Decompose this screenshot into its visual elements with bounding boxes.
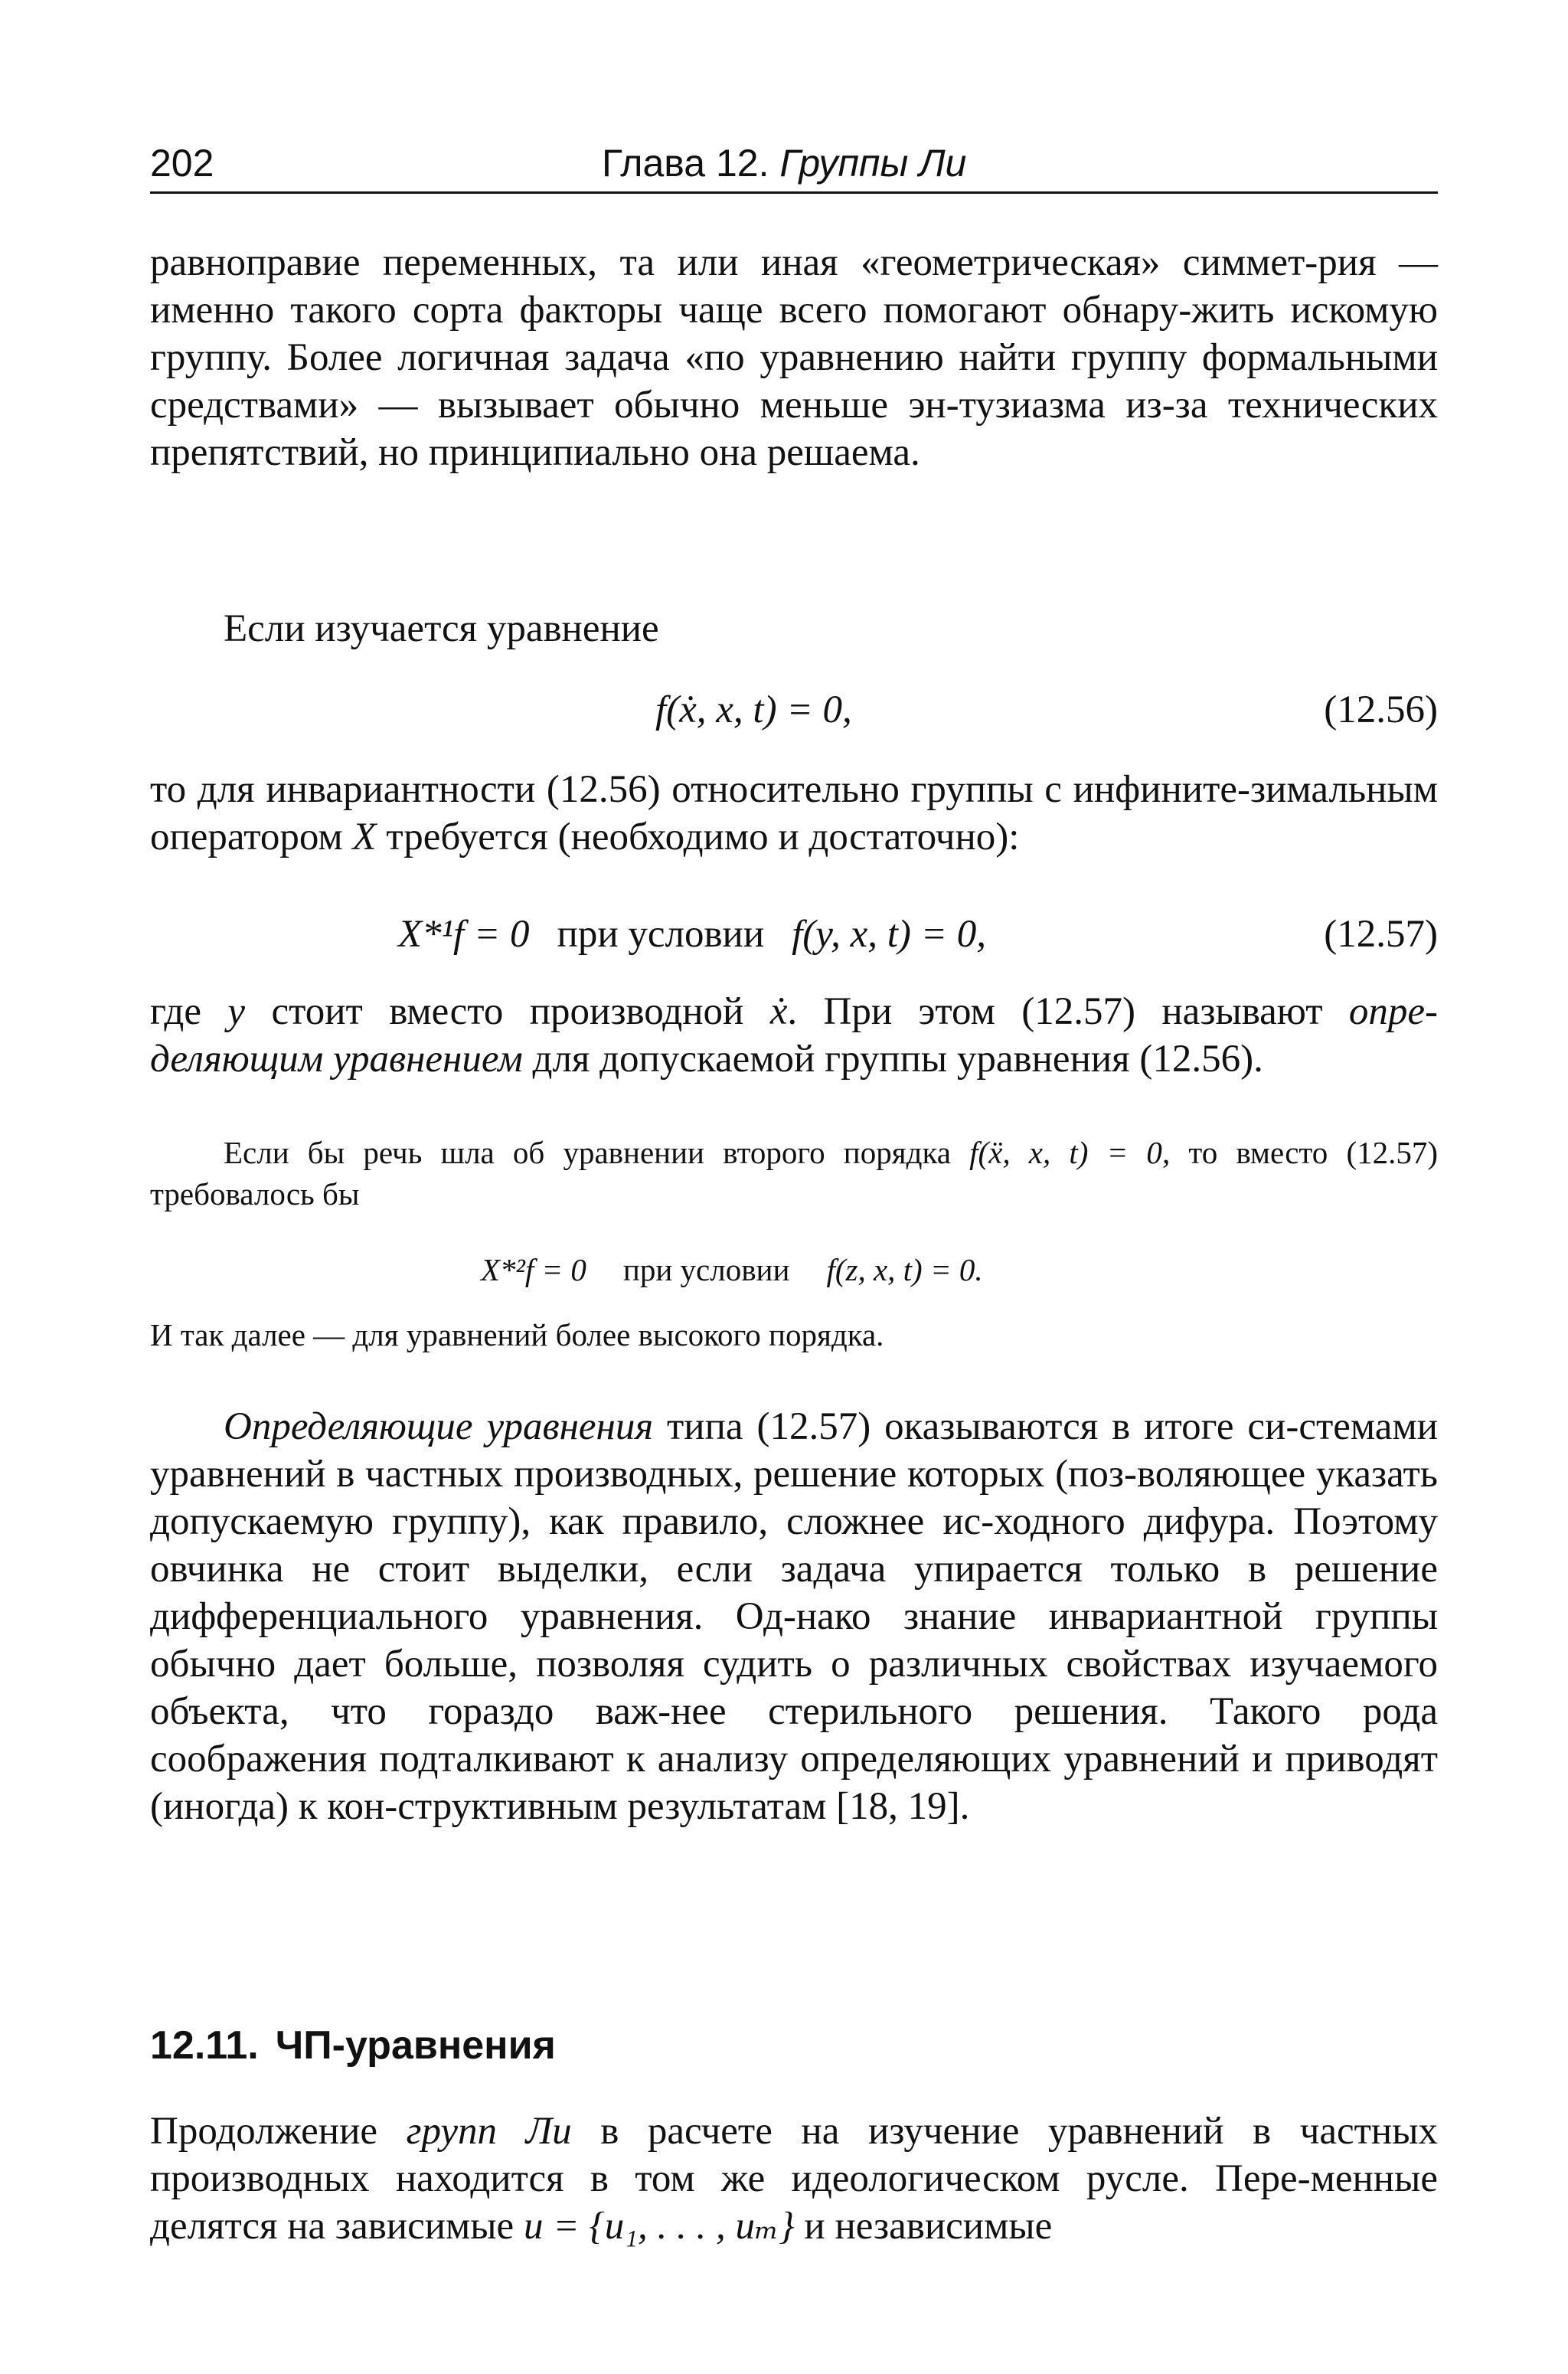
equation-formula (481, 1247, 983, 1293)
formula-u: u = {u₁, . . . , uₘ} (523, 2205, 795, 2248)
paragraph-6-end: и независимые (804, 2205, 1053, 2248)
term-lie-groups: групп Ли (406, 2110, 572, 2153)
paragraph-4 (150, 988, 1438, 1083)
paragraph-3-tail: требуется (необходимо и достаточно): (386, 816, 1020, 858)
paragraph-4-mid2: . При этом (12.57) называют (787, 990, 1323, 1033)
note-start: Если бы речь шла об уравнении второго порядка (224, 1135, 951, 1170)
equation-tag: (12.56) (1324, 688, 1438, 731)
variable-x-dot: ẋ (769, 990, 788, 1033)
paragraph-5-text: типа (12.57) оказываются в итоге си-стемами уравнений в частных производных, решение которых (поз-воляющее указать допускаемую группу), как правило, сложнее ис-ходного дифура. Поэтому овчинка не стоит выделки, если задача упирается только в решение дифференциального уравнения. Од-нако знание инвариантной группы обычно дает больше, позволяя судить о различных свойствах изучаемого объекта, что гораздо важ-нее стерильного решения. Такого рода соображения подталкивают к анализу определяющих уравнений и приводят (иногда) к кон-структивным результатам [18, 19]. (150, 1405, 1439, 1828)
equation-second-order (150, 1247, 1438, 1293)
variable-y: y (227, 990, 246, 1033)
equation-12-56 (150, 683, 1438, 737)
note-tail: И так далее — для уравнений более высокого порядка. (150, 1317, 884, 1352)
operator-x: X (352, 816, 377, 858)
equation-condition: при условии (622, 1252, 790, 1287)
equation-formula (398, 907, 986, 961)
paragraph-6 (150, 2107, 1438, 2250)
chapter-heading (602, 136, 966, 190)
note-formula: f(ẍ, x, t) = 0 (969, 1135, 1162, 1170)
paragraph-6-start: Продолжение (150, 2110, 378, 2153)
equation-left: X*²f = 0 (481, 1252, 586, 1287)
paragraph-3 (150, 766, 1438, 861)
paragraph-6-text: в расчете на изучение уравнений в частных производных находится в том же идеологическом русле. Пере-менные делятся на зависимые (150, 2110, 1438, 2248)
chapter-label: Глава 12. (602, 142, 769, 185)
equation-right: f(y, x, t) = 0, (792, 913, 987, 956)
equation-left: X*¹f = 0 (398, 913, 530, 956)
equation-right: f(z, x, t) = 0. (826, 1252, 983, 1287)
note-end: , то вместо (12.57) требовалось бы (150, 1135, 1439, 1212)
section-title: ЧП-уравнения (275, 2023, 556, 2068)
paragraph-4-end: для допускаемой группы уравнения (12.56). (532, 1038, 1263, 1081)
book-page (150, 0, 1438, 2374)
paragraph-2: Если изучается уравнение (224, 607, 659, 650)
page-number: 202 (150, 142, 214, 185)
paragraph-4-mid: стоит вместо производной (271, 990, 744, 1033)
note-paragraph (150, 1132, 1438, 1215)
term-defining-equation: опре-деляющим уравнением (150, 990, 1439, 1081)
equation-formula: f(ẋ, x, t) = 0, (655, 688, 852, 731)
header-rule (150, 191, 1438, 194)
paragraph-5 (150, 1403, 1438, 1830)
chapter-name: Группы Ли (779, 142, 967, 185)
section-number: 12.11. (150, 2023, 259, 2068)
equation-condition: при условии (557, 913, 765, 956)
paragraph-4-start: где (150, 990, 201, 1033)
equation-tag: (12.57) (1324, 913, 1438, 956)
paragraph-3-text: то для инвариантности (12.56) относительно группы с инфините-зимальным оператором (150, 768, 1438, 858)
running-header (150, 136, 1438, 190)
paragraph-1: равноправие переменных, та или иная «геометрическая» симмет-рия — именно такого сорта факторы чаще всего помогают обнару-жить искомую группу. Более логичная задача «по уравнению найти группу формальными средствами» — вызывает обычно меньше эн-тузиазма из-за технических препятствий, но принципиально она решаема. (150, 241, 1438, 474)
section-heading (150, 2019, 556, 2072)
term-defining-equations: Определяющие уравнения (224, 1405, 654, 1448)
equation-12-57 (150, 907, 1438, 961)
